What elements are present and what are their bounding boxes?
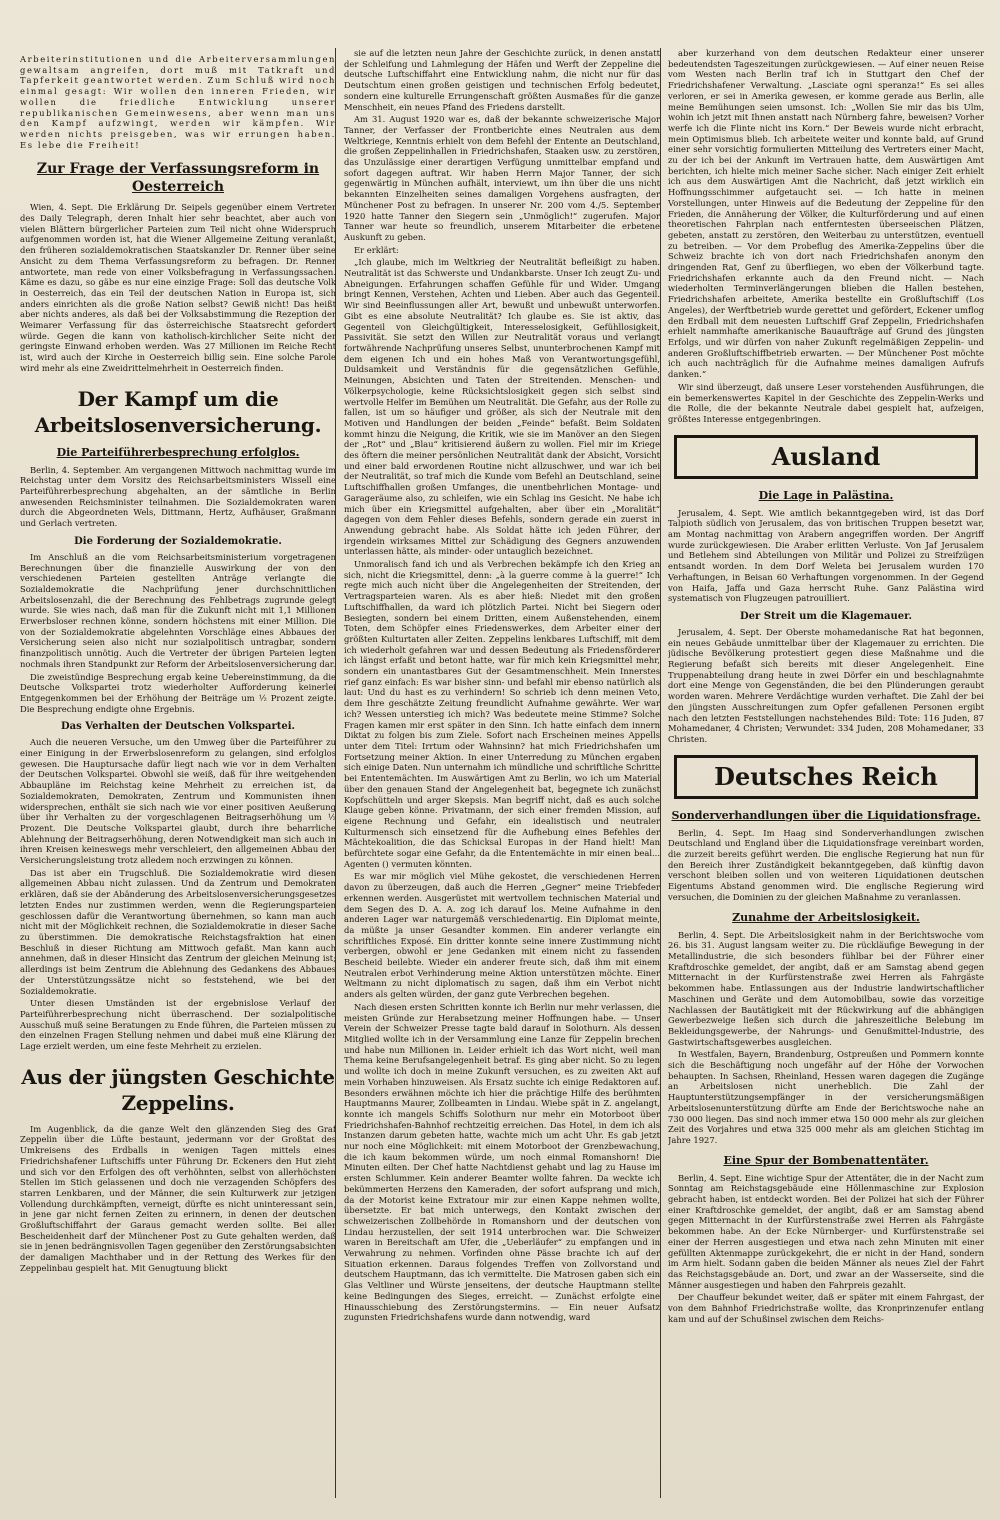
section-box-deutsches-reich: Deutsches Reich: [674, 755, 978, 799]
headline-zeppelin: Aus der jüngsten Geschichte Zeppelins.: [21, 1064, 335, 1115]
column-3: [668, 48, 984, 1488]
article-paragraph: Der Chauffeur bekundet weiter, daß er später mit einem Fahrgast, der von dem Bahnhof Friedrichstraße wollte, das Kronprinzenufer entlang kam und auf der Schußinsel zwischen dem Reichs-: [668, 1292, 984, 1324]
article-paragraph: „Ich glaube, mich im Weltkrieg der Neutralität befleißigt zu haben. Neutralität ist das Schwerste und Undankbarste. Unser Ich zeugt Zu- und Abneigungen. Erfahrungen schaffen Gefühle für und Wider. Umgang bringt Kennen, Verstehen, Achten und Lieben. Aber auch das Gegenteil. Wir sind Beeinflussungen aller Art, bewußt und unbewußt unterworfen. Gibt es eine absolute Neutralität? Ich glaube es. Sie ist aktiv, das Gegenteil von Gleichgültigkeit, Interesselosigkeit, Gefühllosigkeit, Passivität. Sie setzt den Willen zur Neutralität voraus und verlangt fortwährende Nachprüfung unseres Selbst, ununterbrochenen Kampf mit dem eigenen Ich und ein hohes Maß von Verantwortungsgefühl, Duldsamkeit und Verständnis für die gegensätzlichen Gefühle, Meinungen, Absichten und Taten der Streitenden. Menschen- und Völkerpsychologie, keine Rücksichtslosigkeit gegen sich selbst sind wertvolle Helfer im Bemühen um Neutralität. Die Gefahr, aus der Rolle zu fallen, ist um so häufiger und größer, als sich der Neutrale mit den Motiven und Handlungen der beiden „Feinde“ befaßt. Beim Soldaten kommt hinzu die Neigung, die Kritik, wie sie im Manöver an den Siegen der „Rot“ und „Blau“ kritisierend äußern zu wollen. Fiel mir im Kriege des öftern die meiner persönlichen Neutralität dank der Absicht, Vorsicht und einer bald erwordenen Routine nicht allzuschwer, und war ich bei der Neutralität, so traf mich die Kunde vom Befehl an Deutschland, seine Luftschiffhallen großen Umfanges, die unentbehrlichen Montage- und Garageräume also, zu schleifen, wie ein Schlag ins Gesicht. Ne habe ich mich über ein Kriegsmittel aufgehalten, aber über ein „Moralität“ dagegen von dem Fehler dieses Befehls, sondern gerade ein zuerst in Anwendung gebracht habe. Als Soldat hätte ich jeden Führer, der irgendein wirksames Mittel zur Schädigung des Gegners anzuwenden unterlassen hätte, als minder- oder untauglich bezeichnet.: [344, 257, 660, 557]
section-box-ausland: Ausland: [674, 435, 978, 479]
intro-paragraph: Arbeiterinstitutionen und die Arbeiterversammlungen gewaltsam angreifen, dort muß mit Tatkraft und Tapferkeit geantwortet werden. Zum Schluß wird noch einmal gesagt: Wir wollen den inneren Frieden, wir wollen die friedliche Entwicklung unserer republikanischen Gemeinwesens, aber wenn man uns den Kampf aufzwingt, werden wir kämpfen. Wir werden nichts preisgeben, was wir errungen haben. Es lebe die Freiheit!: [20, 54, 336, 150]
column-rule-2: [660, 48, 661, 1498]
article-paragraph: Es war mir möglich viel Mühe gekostet, die verschiedenen Herren davon zu überzeugen, daß auch die Herren „Gegner“ meine Triebfeder erkennen werden. Ausgerüstet mit wertvollem technischen Material und dem Segen des D. A. A. zog ich darauf los. Meine Aufnahme in den anderen Lager war naturgemäß verschiedenartig. Ein Diplomat meinte, da müßte ja unser Gesandter kommen. Ein anderer verlangte ein schriftliches Exposé. Ein dritter konnte seine innere Zustimmung nicht verbergen, obwohl er jene Gedanken mit einem nicht zu fassenden Bescheid beilebte. Wieder ein anderer freute sich, daß ihm mit einem Neutralen erbot Verhinderung meine Aktion unterstützen möchte. Einer Weltmann zu nicht diplomatisch zu sagen, daß ihm ein Verbot nicht anders als gelten würden, der ganz gute Verbrechen begehen.: [344, 871, 660, 1000]
article-paragraph: Jerusalem, 4. Sept. Der Oberste mohamedanische Rat hat begonnen, ein neues Gebäude unmittelbar über der Klagemauer zu errichten. Die jüdische Bevölkerung protestiert gegen diese Maßnahme und die Regierung befaßt sich bereits mit dieser Angelegenheit. Eine Truppenabteilung drang heute in zwei Dörfer ein und beschlagnahmte dort eine Menge von Gegenständen, die bei den Plünderungen geraubt worden waren. Mehrere Verdächtige wurden verhaftet. Die Zahl der bei den jüngsten Ausschreitungen zum Opfer gefallenen Personen ergibt nach den letzten Feststellungen nachstehendes Bild: Tote: 116 Juden, 87 Mohamedaner, 4 Christen; Verwundet: 334 Juden, 208 Mohamedaner, 33 Christen.: [668, 626, 984, 744]
subheadline-liquidation: Sonderverhandlungen über die Liquidationsfrage.: [671, 808, 981, 822]
article-paragraph: Er erklärt:: [354, 244, 399, 255]
column-2: [344, 48, 660, 1498]
article-paragraph: sie auf die letzten neun Jahre der Geschichte zurück, in denen anstatt der Schleifung und Lahmlegung der Häfen und Werft der Zeppeline die deutsche Luftschiffahrt eine Entwicklung nahm, die nicht nur für das Deutschtum einen großen geistigen und technischen Erfolg bedeutet, sondern eine kulturelle Errungenschaft größten Ausmaßes für die ganze Menschheit, ein neues Pfand des Friedens darstellt.: [344, 48, 660, 112]
headline-verfassungsreform: Zur Frage der Verfassungsreform in Oesterreich: [36, 161, 320, 196]
article-paragraph: aber kurzerhand von dem deutschen Redakteur einer unserer bedeutendsten Tageszeitungen zurückgewiesen. — Auf einer neuen Reise vom Westen nach Berlin traf ich in Stuttgart den Chef der Friedrichshafener Verwaltung. „Lasciate ogni speranza!“ Es sei alles verloren, er sei in Amerika gewesen, er komme gerade aus Berlin, alle meine Bemühungen seien umsonst. Ich: „Wollen Sie mir das bis Ulm, wohin ich jetzt mit Ihnen anstatt nach Nürnberg fahre, beweisen? Vorher werfe ich die Flinte nicht ins Korn.“ Der Beweis wurde nicht erbracht, mein Optimismus blieb. Ich arbeitete weiter und konnte bald, auf Grund einer sehr vorsichtig formulierten Mitteilung des Vertreters einer Macht, zu der ich bei der Ankunft im Vertrauen hatte, dem Auswärtigen Amt berichten, ich hielte mich meiner Sache sicher. Nach einiger Zeit erhielt ich aus dem Auswärtigen Amt die Nachricht, daß jetzt wirklich ein Hoffnungsschimmer aufgetaucht sei. — Ich hatte in meinen Vorstellungen, unter Hinweis auf die Bedeutung der Zeppeline für den Frieden, die Annäherung der Völker, die Kulturförderung und auf einen theoretischen Fahrplan nach entferntesten überseeischen Plätzen, gebeten, anstatt zu zerstören, den Weiterbau zu unterstützen, eventuell zu betreiben. — Vor dem Probeflug des Amerika-Zeppelins über die Schweiz brachte ich von dort nach Friedrichshafen anonym den dringenden Rat, Genf zu überfliegen, wo eben der Völkerbund tagte. Friedrichshafen erkannte auch da den Freund nicht. — Nach wiederholten Terminverlängerungen blieben die Hallen bestehen, Friedrichshafen arbeitete, Amerika bestellte ein Großluftschiff (Los Angeles), der Werftbetrieb wurde gerettet und gefördert, Eckener umflog den Erdball mit dem neuesten Luftschiff Graf Zeppelin, Friedrichshafen erhielt nammhafte amerikanische Bauaufträge auf Grund des jüngsten Erfolgs, und wir dürfen von naher Zukunft regelmäßigen Zeppelin- und anderen Großluftschiffbetrieb erwarten. — Der Münchener Post möchte ich auch nachträglich für die Aufnahme meines damaligen Aufrufs danken.“: [668, 48, 984, 380]
headline-arbeitslosenversicherung: Der Kampf um die Arbeitslosenversicherung.: [34, 386, 322, 437]
article-paragraph: Unmoralisch fand ich und als Verbrechen bekämpfe ich den Krieg an sich, nicht die Kriegsmittel, denn: „à la guerre comme à la guerre!“ Ich regte mich auch nicht über die Angelegenheiten der Streitenden, der Vertragsparteien waren. Als es aber hieß: Niedet mit den großen Luftschiffhallen, da ward ich plötzlich Partei. Nicht bei Siegern oder Besiegten, sondern bei einem Dritten, einem Außenstehenden, einem Toten, dem Schöpfer eines Friedenswerkes, dem Arbeiter einer der größten Kulturtaten aller Zeiten. Zeppelins lenkbares Luftschiff, mit dem ich wiederholt gefahren war und dessen Bedeutung als Friedensförderer ich längst erfaßt und betont hatte, war für mich kein Kriegsmittel mehr, sondern ein unantastbares Gut der Gesamtmenschheit. Mein Innerstes rief ganz einfach: Es war bisher sinn- und befahl mir ebenso natürlich als laut: Und du hast es zu verhindern! So schrieb ich denn meinen Veto, dem Ihre geschätzte Zeitung freundlicht Aufnahme gewährte. Wer war ich? Wessen unterstieg ich mich? Was bedeutete meine Stimme? Solche Fragen kamen mir erst später in den Sinn. Ich hatte einfach dem innern Diktat zu folgen bis zum Ziele. Sofort nach Erscheinen meines Appells unter dem Titel: Irrtum oder Wahnsinn? hat mich Friedrichshafen um Fortsetzung meiner Aktion. In einer Unterredung zu München ergaben sich einige Daten. Nun unternahm ich mündliche und schriftliche Schritte bei Ententemächten. Im Auswärtigen Amt zu Berlin, wo ich um Material über den genauen Stand der Angelegenheit bat, begegnete ich zunächst Kopfschütteln und arger Skepsis. Man begriff nicht, daß es auch solche Klauge geben könne. Privatmann, der sich einer fremden Mission, auf eigene Rechnung und Gefahr, ein idealistisch und neutraler Kulturmensch sich einsetzend für die Aufhebung eines Befehles der Mächtekoalition, die das Schicksal Europas in der Hand hielt! Man befürchtete sogar eine Gefahr, da die Ententemächte in mir einen beal... Agenten () vermuten könnten.: [344, 559, 660, 869]
subheadline-forderung: Die Forderung der Sozialdemokratie.: [74, 535, 282, 547]
article-paragraph: Berlin, 4. Sept. Die Arbeitslosigkeit nahm in der Berichtswoche vom 26. bis 31. August langsam weiter zu. Die rückläufige Bewegung in der Metallindustrie, die sich besonders fühlbar bei der Führer einer Kraftdroschke gemeldet, der angibt, daß er am Samstag abend gegen Mitternacht in der Kurfürstenstraße zwei Herren als Fahrgäste bekommen habe. Entlassungen aus der Industrie landwirtschaftlicher Maschinen und Geräte und dem Automobilbau, sowie das vorzeitige Nachlassen der Bautätigkeit mit der Rückwirkung auf die abhängigen Gewerbezweige ließen sich durch die jahreszeitliche Belebung im Bekleidungsgewerbe, der Nahrungs- und Genußmittel-Industrie, des Gastwirtschaftsgewerbes ausgleichen.: [668, 929, 984, 1047]
article-paragraph: Berlin, 4. September. Am vergangenen Mittwoch nachmittag wurde im Reichstag unter dem Vorsitz des Reichsarbeitsministers Wissell eine Parteiführerbesprechung abgehalten, an der sämtliche in Berlin anwesenden Reichsminister teilnahmen. Die Sozialdemokraten waren durch die Abgeordneten Wels, Dittmann, Hertz, Aufhäuser, Graßmann und Gerlach vertreten.: [20, 464, 336, 529]
subheadline-palaestina: Die Lage in Palästina.: [758, 488, 894, 502]
article-paragraph: Im Anschluß an die vom Reichsarbeitsministerium vorgetragenen Berechnungen über die finanzielle Auswirkung der von den verschiedenen Parteien gestellten Anträge verlangte die Sozialdemokratie die Nachprüfung jener durchschnittlichen Arbeitslosenzahl, die der Berechnung des Fehlbetrags zugrunde gelegt wurde. Sie wies nach, daß man für die Zukunft nicht mit 1,1 Millionen Erwerbsloser rechnen könne, sondern höchstens mit einer Million. Die von der Sozialdemokratie abgelehnten Vorschläge eines Abbaues der Versicherung seien also nicht nur sozialpolitisch untragbar, sondern finanzpolitisch unnötig. Auch die Vertreter der übrigen Parteien legten nochmals ihren Standpunkt zur Reform der Arbeitslosenversicherung dar.: [20, 551, 336, 669]
article-paragraph: Die zweistündige Besprechung ergab keine Uebereinstimmung, da die Deutsche Volkspartei trotz wiederholter Aufforderung keinerlei Entgegenkommen bei der Erhöhung der Beiträge um ½ Prozent zeigte. Die Besprechung endigte ohne Ergebnis.: [20, 671, 336, 714]
column-1: [20, 54, 336, 1504]
subheadline-bombenattentaeter: Eine Spur der Bombenattentäter.: [723, 1153, 929, 1167]
article-paragraph: Wien, 4. Sept. Die Erklärung Dr. Seipels gegenüber einem Vertreter des Daily Telegraph, deren Inhalt hier sehr beachtet, aber auch von vielen Blättern bürgerlicher Parteien zum Teil nicht ohne Widerspruch aufgenommen worden ist, hat die Wiener Allgemeine Zeitung veranlaßt, den früheren sozialdemokratischen Staatskanzler Dr. Renner über seine Ansicht zu dem Thema Verfassungsreform zu befragen. Dr. Renner antwortete, man rede von einer Volksbefragung in Verfassungssachen. Käme es dazu, so gäbe es nur eine einzige Frage: Soll das deutsche Volk in Oesterreich, das ein Teil der deutschen Nation in Europa ist, sich anders einrichten als die große Nation selbst? Gewiß nicht! Das heißt aber nichts anderes, als daß bei der Volksabstimmung die Rezeption der Weimarer Verfassung für das österreichische Staatsrecht gefordert würde. Gegen die kann von katholisch-kirchlicher Seite nicht der geringste Einwand erhoben werden. Was 27 Millionen im Reiche Recht ist, wird auch der Kirche in Oesterreich billig sein. Eine solche Parole wird mehr als eine Zweidrittelmehrheit in Oesterreich finden.: [20, 202, 336, 373]
article-paragraph: Berlin, 4. Sept. Eine wichtige Spur der Attentäter, die in der Nacht zum Sonntag am Reichstagsgebäude eine Höllenmaschine zur Explosion gebracht haben, ist entdeckt worden. Bei der Polizei hat sich der Führer einer Kraftdroschke gemeldet, der angibt, daß er am Samstag abend gegen Mitternacht in der Kurfürstenstraße zwei Herren als Fahrgäste bekommen habe. An der Ecke Nürnberger- und Kurfürstenstraße sei einer der Herren ausgestiegen und etwa nach zehn Minuten mit einer gefüllten Aktenmappe zurückgekehrt, die er nicht in der Hand, sondern im Arm hielt. Sodann gaben die beiden Männer als neues Ziel der Fahrt das Reichstagsgebäude an. Dort, und zwar an der Wasserseite, sind die Männer ausgestiegen und haben den Fahrpreis gezahlt.: [668, 1172, 984, 1290]
article-paragraph: Unter diesen Umständen ist der ergebnislose Verlauf der Parteiführerbesprechung nicht überraschend. Der sozialpolitische Ausschuß muß seine Beratungen zu Ende führen, die Parteien müssen zu den einzelnen Fragen Stellung nehmen und dabei muß eine Klärung der Lage erzielt werden, um eine feste Mehrheit zu erzielen.: [20, 998, 336, 1052]
article-paragraph: Am 31. August 1920 war es, daß der bekannte schweizerische Major Tanner, der Verfasser der Frontberichte eines Neutralen aus dem Weltkriege, Kenntnis erhielt von dem Befehl der Entente an Deutschland, die großen Zeppelinhallen in Friedrichshafen, Staaken usw. zu zerstören, das Unzulässige einer derartigen Verfügung unmittelbar empfand und sofort dagegen auftrat. Wir haben Herrn Major Tanner, der sich gegenwärtig in München aufhält, interviewt, um ihn über die uns nicht bekannten Einzelheiten seines damaligen Vorgehens ausfragten, der Münchener Post zu befragen. In unserer Nr. 200 vom 4./5. September 1920 hatte Tanner den Siegern sein „Unmöglich!“ zugerufen. Major Tanner war heute so freundlich, unserem Mitarbeiter die erbetene Auskunft zu geben.: [344, 114, 660, 242]
article-paragraph: Auch die neueren Versuche, um den Umweg über die Parteiführer zu einer Einigung in der Erwerbslosenreform zu gelangen, sind erfolglos gewesen. Die Hauptursache dafür liegt nach wie vor in dem Verhalten der Deutschen Volkspartei. Obwohl sie weiß, daß für ihre weitgehenden Abbaupläne im Reichstag keine Mehrheit zu erreichen ist, da Sozialdemokraten, Demokraten, Zentrum und Kommunisten ihnen widersprechen, enthält sie sich nach wie vor einer positiven Aeußerung über ihr Verhalten zu der vorgeschlagenen Beitragserhöhung um ½ Prozent. Die Deutsche Volkspartei glaubt, durch ihre beharrliche Ablehnung der Beitragserhöhung, deren Notwendigkeit man sich auch in ihren Kreisen keineswegs mehr verschleiert, den allgemeinen Abbau der Versicherungsleistung trotz alledem noch erzwingen zu können.: [20, 737, 336, 866]
article-paragraph: Berlin, 4. Sept. Im Haag sind Sonderverhandlungen zwischen Deutschland und England über die Liquidationsfrage vereinbart worden, die zurzeit bereits geführt werden. Die englische Regierung hat nun für den Bereich ihrer Zuständigkeit bekanntgegeben, daß künftig davon verschont bleiben sollen und von weiteren Liquidationen deutschen Eigentums Abstand genommen wird. Die englische Regierung wird versuchen, die Dominien zu der gleichen Maßnahme zu veranlassen.: [668, 827, 984, 902]
article-paragraph: Wir sind überzeugt, daß unsere Leser vorstehenden Ausführungen, die ein bemerkenswertes Kapitel in der Geschichte des Zeppelin-Werks und die Rolle, die der bekannte Neutrale dabei gespielt hat, aufzeigen, größtes Interesse entgegenbringen.: [668, 381, 984, 424]
article-paragraph: Das ist aber ein Trugschluß. Die Sozialdemokratie wird diesen allgemeinen Abbau nicht zulassen. Und da Zentrum und Demokraten erklären, daß sie der Abänderung des Arbeitslosenversicherungsgesetzes letzten Endes nur zustimmen werden, wenn die Regierungsparteien geschlossen dafür die Verantwortung übernehmen, so kann man auch nicht mit der Möglichkeit rechnen, die Sozialdemokratie in dieser Sache zu überstimmen. Die demokratische Reichstagsfraktion hat einen Beschluß in dieser Richtung am Mittwoch gefaßt. Man kann auch annehmen, daß in dieser Hinsicht das Zentrum der gleichen Meinung ist; allerdings ist beim Zentrum die Ablehnung des Gedankens des Abbaues der Unterstützungssätze nicht so feststehend, wie bei der Sozialdemokratie.: [20, 867, 336, 996]
subheadline-klagemauer: Der Streit um die Klagemauer.: [740, 610, 912, 622]
article-paragraph: Nach diesen ersten Schritten konnte ich Berlin nur mehr verlassen, die meisten Gründe zur Herabsetzung meiner Hoffnungen habe. — Unser Verein der Schweizer Presse tagte bald darauf in Solothurn. Als dessen Mitglied wollte ich in der Versammlung eine Lanze für Zeppelin brechen und habe nun Millionen in. Leider erhielt ich das Wort nicht, weil man Thema keine Berufsangelegenheit betraf. Es ging aber nicht. So zu legen und wollte ich doch in meine Zukunft versuchen, es zu zweiten Akt auf mein Vorhaben hinzuweisen. Als Ersatz suchte ich einige Redaktoren auf. Besonders erwähnen möchte ich hier die prächtige Hilfe des berühmten Hauptmanns Maurer, Zollbeamten in Lindau. Wiebe spät in Z. angelangt, konnte ich mangels Schiffs Solothurn nur mehr ein Motorboot über Friedrichshafen-Bahnhof rechtzeitig erreichen. Das Hotel, in dem ich als Instanzen darum gebeten hatte, wachte mich um acht Uhr. Es gab jetzt nur noch eine Möglichkeit: mit einem Motorboot der Grenzbewachung, die ich kaum bekommen würde, um noch einmal Romanshorn! Die Minuten eilten. Der Chef hatte Nachtdienst gehabt und lag zu Hause im ersten Schlummer. Kein anderer Beamter wollte fahren. Da weckte ich bekümmerten Herzens den Kameraden, der sofort aufsprang und mich, da der Motorist keine Extratour mir zur einen Kappe nehmen wollte, übersetzte. Er bat mich unterwegs, den Kontakt zwischen der schweizerischen Zollbehörde in Romanshorn und der deutschen von Lindau herzustellen, der seit 1914 unterbrochen war. Die Schweizer waren in Bereitschaft am Ufer, die „Ueberläufer“ zu empfangen und in Verwahrung zu nehmen. Vorfinden ohne Pässe brachte ich auf der Situation erkennen. Daraus folgendes Treffen von Zollvorstand und deutschem Hauptmann, das ich vermittelte. Die Matrosen gaben sich ein Glas Veltliner und Würste jenseitens, der deutsche Hauptmann stellte keine Bedingungen des Sieges, erreicht. — Zunächst erfolgte eine Hinausschiebung des Zerstörungstermins. — Ein neuer Aufsatz zugunsten Friedrichshafens wurde dann notwendig, ward: [344, 1001, 660, 1323]
subheadline-volkspartei: Das Verhalten der Deutschen Volkspartei.: [60, 721, 296, 733]
article-paragraph: Jerusalem, 4. Sept. Wie amtlich bekanntgegeben wird, ist das Dorf Talpioth südlich von Jerusalem, das von britischen Truppen besetzt war, am Montag nachmittag von Arabern angegriffen worden. Der Angriff wurde zurückgewiesen. Die Araber erlitten Verluste. Von Jaf Jerusalem und Betlehem sind Abteilungen von Militär und Polizei zu Streifzügen entsandt worden. In dem Dorf Weleta bei Jerusalem wurden 170 Verhaftungen, in Beisan 60 Verhaftungen vorgenommen. In der Gegend von Haifa, Jaffa und Gaza herrscht Ruhe. Ganz Palästina wird systematisch von Flugzeugen patrouilliert.: [668, 507, 984, 604]
article-paragraph: In Westfalen, Bayern, Brandenburg, Ostpreußen und Pommern konnte sich die Beschäftigung noch ungefähr auf der Höhe der Vorwochen behaupten. In Sachsen, Rheinland, Hessen waren dagegen die Zugänge an Arbeitslosen nicht unerheblich. Die Zahl der Hauptunterstützungsempfänger in der versicherungsmäßigen Arbeitslosenunterstützung dürfte am Ende der Berichtswoche nahe an 730 000 liegen. Das sind noch immer etwa 150 000 mehr als zur gleichen Zeit des Vorjahres und etwa 325 000 mehr als am gleichen Stichtag im Jahre 1927.: [668, 1049, 984, 1145]
article-paragraph: Im Augenblick, da die ganze Welt den glänzenden Sieg des Graf Zeppelin über die Lüfte bestaunt, jedermann vor der Großtat des Umkreisens des Erdballs in wenigen Tagen mittels eines Friedrichshafener Luftschiffs unter Führung Dr. Eckeners den Hut zieht und sich vor den Erfolgen des oft verhöhnten, selbst von allerhöchsten Stellen im Stich gelassenen und doch nie verzagenden Schöpfers des starren Lenkbaren, und der Männer, die sein Kulturwerk zur jetzigen Vollendung durchkämpften, verneigt, dürfte es nicht uninteressant sein, in jene gar nicht fernen Zeiten zu erinnern, in denen der deutschen Großluftschiffahrt der Garaus gemacht werden sollte. Bei aller Bescheidenheit darf der Münchener Post zu Gute gehalten werden, daß sie in jenen bedrängnisvollen Tagen gegenüber den Zerstörungsabsichten der damaligen Machthaber und in der Rettung des Werkes für den Zeppelinbau gespielt hat. Mit Genugtuung blickt: [20, 1123, 336, 1273]
subheadline-arbeitslosigkeit: Zunahme der Arbeitslosigkeit.: [732, 910, 920, 924]
subheadline-parteifuehrer: Die Parteiführerbesprechung erfolglos.: [56, 445, 300, 459]
